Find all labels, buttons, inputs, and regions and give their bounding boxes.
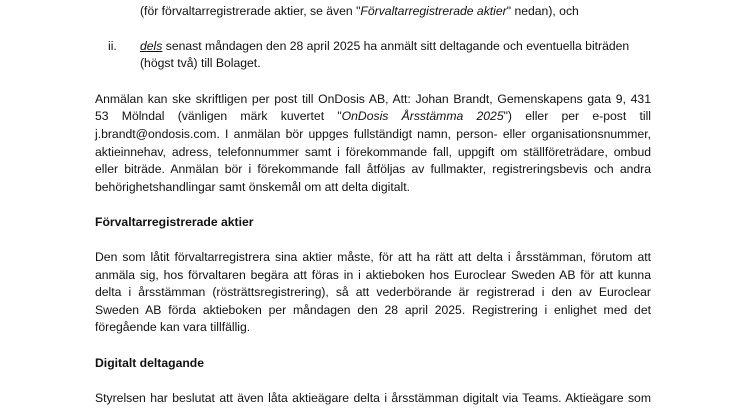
emphasized-word: dels — [140, 39, 163, 53]
paragraph-line — [95, 109, 651, 124]
section-heading-digital: Digitalt deltagande — [95, 356, 205, 370]
paragraph-line: aktieinnehav, adress, telefonnummer samt i förekommande fall, uppgift om ställföreträdare, ombud — [95, 145, 651, 159]
text-segment: (för förvaltarregistrerade aktier, se även " — [140, 4, 361, 18]
section-reference: Förvaltarregistrerade aktier — [360, 4, 507, 18]
paragraph-line: Den som låtit förvaltarregistrera sina aktier måste, för att ha rätt att delta i årsstämman, förutom att — [95, 250, 651, 264]
paragraph-line: Styrelsen har beslutat att även låta aktieägare delta i årsstämman digitalt via Teams. Aktieägare som — [95, 391, 651, 405]
paragraph-line: j.brandt@ondosis.com. I anmälan bör uppges fullständigt namn, person- eller organisationsnummer, — [95, 127, 651, 141]
paragraph-line: Sweden AB förda aktieboken per måndagen den 28 april 2025. Registrering i enlighet med det — [95, 303, 651, 317]
text-segment: senast måndagen den 28 april 2025 ha anmält sitt deltagande och eventuella biträden — [162, 39, 630, 53]
text-segment: 53 Mölndal (vänligen märk kuvertet " — [95, 109, 342, 123]
paragraph-line: behörighetshandlingar samt önskemål om att delta digitalt. — [95, 180, 411, 194]
envelope-marking: OnDosis Årsstämma 2025 — [341, 109, 504, 123]
list-item-ii-line-2: (högst två) till Bolaget. — [140, 56, 261, 70]
paragraph-line: eller biträde. Anmälan bör i förekommande fall åtföljas av fullmakter, registreringsbevis och andra — [95, 162, 651, 176]
list-numeral: ii. — [108, 39, 117, 53]
list-item-i-continuation — [140, 4, 579, 19]
paragraph-line: anmäla sig, hos förvaltaren begära att föras in i aktieboken hos Euroclear Sweden AB för att kunna — [95, 268, 651, 282]
paragraph-line: föregående kan vara tillfällig. — [95, 320, 251, 334]
text-segment: " nedan), och — [506, 4, 579, 18]
paragraph-line: delta i årsstämman (rösträttsregistrering), så att vederbörande är registrerad i den av Euroclear — [95, 285, 651, 299]
text-segment: ") eller per e-post till — [503, 109, 651, 123]
list-item-ii-line-1 — [140, 39, 629, 54]
paragraph-line: Anmälan kan ske skriftligen per post till OnDosis AB, Att: Johan Brandt, Gemenskapens gata 9, 431 — [95, 92, 651, 106]
section-heading-nominee: Förvaltarregistrerade aktier — [95, 215, 254, 229]
